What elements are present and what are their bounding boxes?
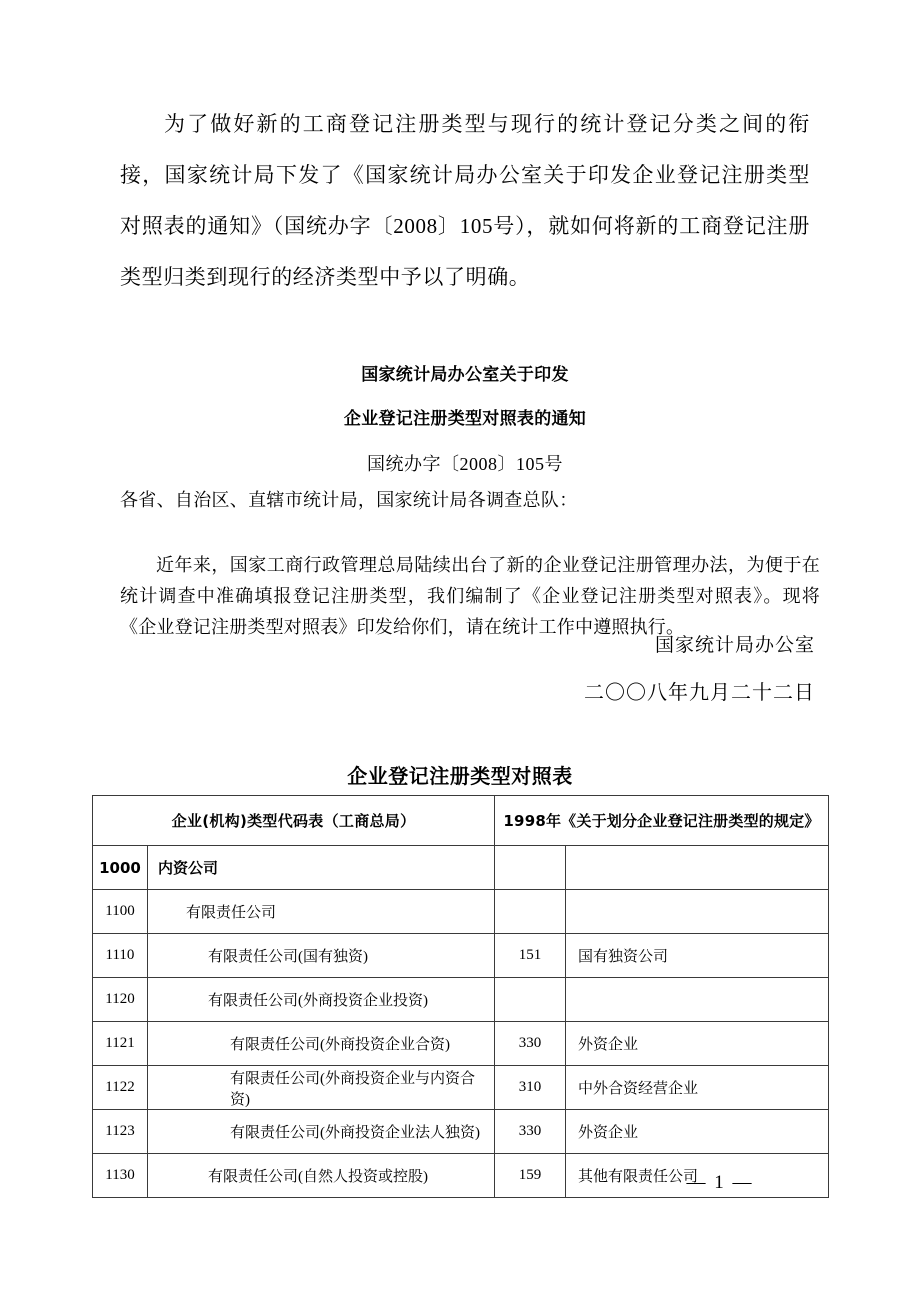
comparison-table-body — [93, 796, 829, 1198]
row-code: 1121 — [93, 1022, 148, 1066]
row-code: 1100 — [93, 890, 148, 934]
row-right-code: 151 — [495, 934, 566, 978]
table-row — [93, 1022, 829, 1066]
table-row — [93, 978, 829, 1022]
row-right-name — [566, 890, 829, 934]
row-right-code: 330 — [495, 1110, 566, 1154]
row-right-code: 159 — [495, 1154, 566, 1198]
row-right-code — [495, 846, 566, 890]
notice-title-line-2: 企业登记注册类型对照表的通知 — [343, 409, 587, 429]
row-name: 有限责任公司(国有独资) — [148, 934, 495, 978]
row-code: 1123 — [93, 1110, 148, 1154]
table-row — [93, 1110, 829, 1154]
notice-title-line-1: 国家统计局办公室关于印发 — [361, 365, 569, 385]
row-code: 1000 — [93, 846, 148, 890]
notice-document-number: 国统办字〔2008〕105号 — [367, 454, 563, 474]
row-right-name: 其他有限责任公司 — [566, 1154, 829, 1198]
row-name: 有限责任公司(外商投资企业与内资合资) — [148, 1066, 495, 1110]
row-right-code: 310 — [495, 1066, 566, 1110]
row-code: 1122 — [93, 1066, 148, 1110]
row-code: 1120 — [93, 978, 148, 1022]
table-row — [93, 1066, 829, 1110]
notice-recipients: 各省、自治区、直辖市统计局，国家统计局各调查总队： — [120, 490, 578, 510]
row-right-name — [566, 846, 829, 890]
row-code: 1130 — [93, 1154, 148, 1198]
row-name: 有限责任公司 — [148, 890, 495, 934]
row-right-name: 中外合资经营企业 — [566, 1066, 829, 1110]
row-name: 有限责任公司(外商投资企业法人独资) — [148, 1110, 495, 1154]
intro-paragraph: 为了做好新的工商登记注册类型与现行的统计登记分类之间的衔接，国家统计局下发了《国家统计局办公室关于印发企业登记注册类型对照表的通知》（国统办字〔2008〕105号），就如何将新的工商登记注册类型归类到现行的经济类型中予以了明确。 — [120, 112, 810, 289]
row-name: 有限责任公司(外商投资企业投资) — [148, 978, 495, 1022]
row-name: 有限责任公司(外商投资企业合资) — [148, 1022, 495, 1066]
table-header-left: 企业(机构)类型代码表（工商总局） — [93, 796, 495, 846]
comparison-table-heading: 企业登记注册类型对照表 — [347, 764, 573, 788]
notice-body-paragraph: 近年来，国家工商行政管理总局陆续出台了新的企业登记注册管理办法，为便于在统计调查中准确填报登记注册类型，我们编制了《企业登记注册类型对照表》。现将《企业登记注册类型对照表》印发给你们，请在统计工作中遵照执行。 — [120, 555, 820, 637]
table-row — [93, 846, 829, 890]
table-row — [93, 890, 829, 934]
row-name: 有限责任公司(自然人投资或控股) — [148, 1154, 495, 1198]
row-right-name: 国有独资公司 — [566, 934, 829, 978]
table-header-row — [93, 796, 829, 846]
comparison-table — [92, 795, 829, 1198]
row-right-name: 外资企业 — [566, 1022, 829, 1066]
table-row — [93, 934, 829, 978]
row-right-name: 外资企业 — [566, 1110, 829, 1154]
row-right-name — [566, 978, 829, 1022]
row-right-code: 330 — [495, 1022, 566, 1066]
notice-date: 二〇〇八年九月二十二日 — [584, 682, 815, 704]
row-name: 内资公司 — [148, 846, 495, 890]
row-right-code — [495, 890, 566, 934]
notice-signature: 国家统计局办公室 — [654, 635, 815, 656]
row-right-code — [495, 978, 566, 1022]
row-code: 1110 — [93, 934, 148, 978]
table-header-right: 1998年《关于划分企业登记注册类型的规定》 — [495, 796, 829, 846]
page-number: — 1 — — [686, 1172, 754, 1193]
